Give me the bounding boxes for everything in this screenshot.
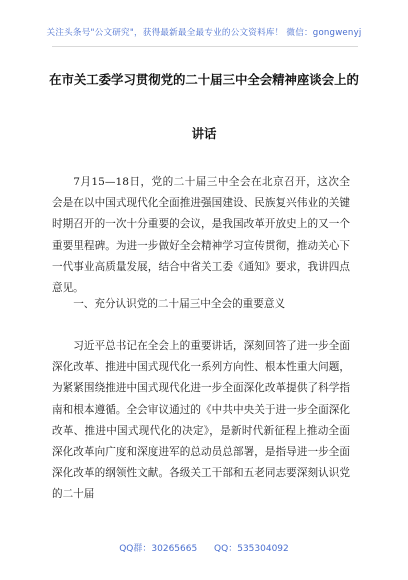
- paragraph-intro: [52, 172, 350, 299]
- paragraph-section-one: [52, 336, 350, 506]
- header-promo-note: 关注头条号"公文研究"，获得最新最全最专业的公文资料库！ 微信：gongwenyj: [46, 28, 362, 38]
- section-heading-text: 一、充分认识党的二十届三中全会的重要意义: [73, 298, 286, 310]
- header-divider: [52, 46, 358, 47]
- document-title-continued: 讲话: [191, 126, 217, 141]
- paragraph-text: 7月15—18日，党的二十届三中全会在北京召开，这次全会是在以中国式现代化全面推进强国建设、民族复兴伟业的关键时期召开的一次十分重要的会议，是我国改革开放史上的又一个重要里程碑。为进一步做好全会精神学习宣传贯彻，推动关心下一代事业高质量发展，结合中省关工委《通知》要求，我讲四点意见。: [52, 176, 350, 295]
- footer-contact: QQ群：30265665 QQ：535304092: [119, 544, 289, 554]
- document-title: 在市关工委学习贯彻党的二十届三中全会精神座谈会上的: [49, 72, 359, 87]
- paragraph-text: 习近平总书记在全会上的重要讲话，深刻回答了进一步全面深化改革、推进中国式现代化一系列方向性、根本性重大问题，为紧紧围绕推进中国式现代化进一步全面深化改革提供了科学指南和根本遵循。全会审议通过的《中共中央关于进一步全面深化改革、推进中国式现代化的决定》，是新时代新征程上推动全面深化改革向广度和深度进军的总动员总部署，是指导进一步全面深化改革的纲领性文献。各级关工干部和五老同志要深刻认识党的二十届: [52, 340, 350, 501]
- section-heading: [52, 294, 350, 315]
